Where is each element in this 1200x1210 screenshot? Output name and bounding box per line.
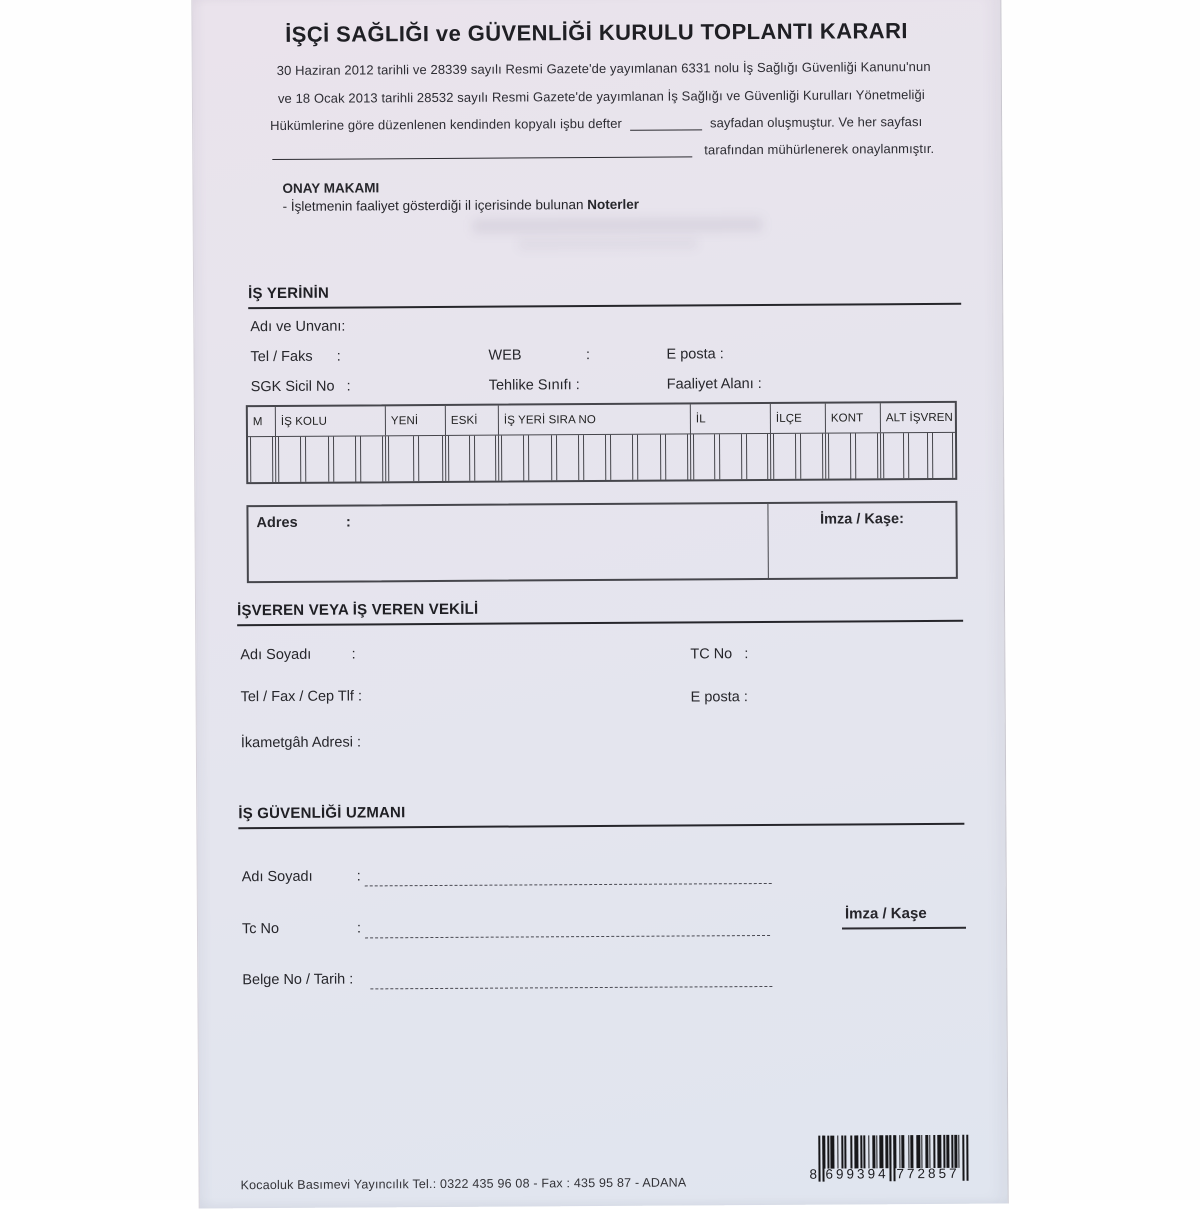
- barcode-bar: [954, 1135, 957, 1168]
- code-table-cell-group: [446, 436, 499, 481]
- digit-cell: [332, 436, 356, 481]
- expert-stamp-label: İmza / Kaşe: [845, 905, 927, 922]
- code-table-cell-group: [386, 436, 446, 481]
- barcode-bar: [863, 1135, 866, 1168]
- digit-cell: [360, 436, 384, 481]
- employer-tc-label: TC No :: [690, 646, 748, 662]
- digit-cell: [719, 434, 742, 479]
- barcode-bar: [850, 1135, 853, 1168]
- code-table-digit-row: [248, 433, 955, 482]
- digit-cell: [665, 434, 689, 479]
- barcode: [818, 1135, 966, 1169]
- digit-cell: [474, 436, 496, 481]
- printer-footer: Kocaoluk Basımevi Yayıncılık Tel.: 0322 435 96 08 - Fax : 435 95 87 - ADANA: [241, 1175, 687, 1192]
- approval-item: [283, 197, 640, 214]
- code-table-col-header: İŞ YERİ SIRA NO: [499, 404, 691, 434]
- barcode-bar: [921, 1135, 922, 1168]
- barcode-bar: [937, 1135, 941, 1168]
- barcode-bar: [911, 1135, 914, 1168]
- code-table-col-header: İLÇE: [771, 404, 826, 433]
- employer-section-heading: İŞVEREN VEYA İŞ VEREN VEKİLİ: [237, 598, 963, 626]
- barcode-digits-group2: 772857: [896, 1166, 959, 1181]
- digit-cell: [610, 435, 634, 480]
- barcode-guard-bar: [962, 1135, 964, 1181]
- digit-cell: [773, 434, 796, 479]
- digit-cell: [855, 433, 878, 478]
- barcode-bar: [925, 1135, 928, 1168]
- barcode-bar: [841, 1136, 844, 1169]
- code-table-col-header: M: [248, 407, 276, 436]
- digit-cell: [693, 434, 716, 479]
- intro-line-3-text-after: sayfadan oluşmuştur. Ve her sayfası: [710, 114, 922, 130]
- expert-section-heading: İŞ GÜVENLİĞİ UZMANI: [238, 801, 964, 829]
- employer-tel-label: Tel / Fax / Cep Tlf :: [241, 688, 363, 705]
- workplace-web-label: WEB :: [488, 347, 590, 364]
- workplace-hazard-label: Tehlike Sınıfı :: [489, 377, 580, 394]
- doc-title: İŞÇİ SAĞLIĞI ve GÜVENLİĞİ KURULU TOPLANTI KARARI: [193, 18, 999, 49]
- barcode-bar: [879, 1135, 883, 1168]
- barcode-bar: [901, 1135, 904, 1168]
- expert-tc-label: Tc No: [242, 921, 279, 937]
- code-table-cell-group: [499, 434, 691, 480]
- code-table-cell-group: [771, 434, 826, 479]
- digit-cell: [417, 436, 443, 481]
- digit-cell: [305, 437, 329, 482]
- approval-item-bold: Noterler: [587, 197, 639, 212]
- barcode-bar: [908, 1135, 909, 1168]
- code-table-col-header: İL: [691, 404, 771, 433]
- digit-cell: [583, 435, 607, 480]
- barcode-bar: [837, 1136, 838, 1169]
- code-table-cell-group: [691, 434, 771, 479]
- showthrough-ghost: [473, 217, 763, 234]
- digit-cell: [448, 436, 470, 481]
- employer-residence-label: İkametgâh Adresi :: [241, 734, 361, 751]
- workplace-name-label: Adı ve Unvanı:: [250, 319, 345, 336]
- employer-name-label: Adı Soyadı :: [240, 646, 355, 663]
- stamp-cell: [767, 503, 955, 578]
- intro-line-1: 30 Haziran 2012 tarihli ve 28339 sayılı Resmi Gazete'de yayımlanan 6331 nolu İş Sağlığı Güvenliği Kanunu'nun: [277, 59, 931, 78]
- digit-cell: [250, 437, 273, 482]
- workplace-code-table: [246, 401, 957, 484]
- barcode-bar: [958, 1135, 959, 1168]
- intro-line-2: ve 18 Ocak 2013 tarihli 28532 sayılı Resmi Gazete'de yayımlanan İş Sağlığı ve Güvenliği Kurulları Yönetmeliği: [278, 87, 925, 106]
- barcode-bar: [876, 1135, 877, 1168]
- digit-cell: [556, 435, 580, 480]
- workplace-eposta-label: E posta :: [666, 346, 723, 362]
- intro-line-4-text: tarafından mühürlenerek onaylanmıştır.: [704, 141, 934, 157]
- workplace-tel-label: Tel / Faks :: [250, 349, 340, 366]
- address-cell: [248, 504, 767, 581]
- barcode-bar: [872, 1135, 875, 1168]
- barcode-bar: [933, 1135, 936, 1168]
- barcode-bar: [854, 1135, 858, 1168]
- code-table-cell-group: [881, 433, 955, 478]
- expert-tc-colon: :: [357, 920, 361, 936]
- workplace-sgk-label: SGK Sicil No :: [251, 379, 351, 396]
- expert-doc-label: Belge No / Tarih :: [242, 972, 353, 989]
- code-table-cell-group: [276, 436, 386, 482]
- digit-cell: [637, 435, 661, 480]
- digit-cell: [932, 433, 953, 478]
- barcode-bar: [952, 1135, 953, 1168]
- code-table-cell-group: [248, 437, 276, 482]
- digit-cell: [528, 435, 552, 480]
- code-table-header-row: [248, 403, 955, 437]
- workplace-activity-label: Faaliyet Alanı :: [667, 376, 762, 393]
- expert-name-colon: :: [357, 868, 361, 884]
- code-table-col-header: ALT İŞVREN: [881, 403, 955, 432]
- approval-heading: ONAY MAKAMI: [282, 180, 379, 196]
- code-table-col-header: KONT: [826, 403, 881, 432]
- barcode-bar: [845, 1136, 846, 1169]
- address-label: Adres :: [256, 515, 350, 532]
- digit-cell: [800, 434, 823, 479]
- barcode-bar: [830, 1136, 834, 1169]
- code-table-col-header: YENİ: [386, 406, 446, 435]
- code-table-col-header: İŞ KOLU: [276, 406, 386, 436]
- authority-blank: [272, 143, 692, 160]
- expert-name-label: Adı Soyadı: [242, 869, 313, 885]
- page-count-blank: [630, 116, 702, 130]
- code-table-col-header: ESKİ: [446, 406, 499, 435]
- barcode-bar: [946, 1135, 949, 1168]
- digit-cell: [828, 433, 851, 478]
- barcode-guard-bar: [966, 1135, 968, 1181]
- barcode-bar: [899, 1135, 900, 1168]
- barcode-bar: [868, 1135, 869, 1168]
- barcode-bar: [886, 1135, 889, 1168]
- barcode-bar: [916, 1135, 920, 1168]
- digit-cell: [501, 435, 525, 480]
- digit-cell: [388, 436, 414, 481]
- code-table-cell-group: [826, 433, 881, 478]
- barcode-digit-left: 8: [809, 1167, 820, 1182]
- barcode-bar: [828, 1136, 829, 1169]
- barcode-bar: [929, 1135, 930, 1168]
- showthrough-ghost: [518, 237, 698, 250]
- barcode-guard-bar: [893, 1135, 895, 1181]
- address-box: [246, 501, 957, 583]
- barcode-digits-group1: 699394: [825, 1166, 888, 1181]
- employer-eposta-label: E posta :: [691, 689, 748, 705]
- digit-cell: [908, 433, 929, 478]
- barcode-guard-bar: [889, 1135, 891, 1181]
- digit-cell: [883, 433, 904, 478]
- approval-item-text: - İşletmenin faaliyet gösterdiği il içerisinde bulunan: [283, 197, 588, 214]
- digit-cell: [746, 434, 769, 479]
- barcode-bar: [944, 1135, 945, 1168]
- digit-cell: [278, 437, 302, 482]
- stamp-label: İmza / Kaşe:: [820, 511, 904, 528]
- workplace-section-heading: İŞ YERİNİN: [248, 281, 961, 309]
- barcode-bar: [861, 1135, 862, 1168]
- intro-line-3-text: Hükümlerine göre düzenlenen kendinden kopyalı işbu defter: [270, 116, 622, 133]
- barcode-guard-bar: [822, 1136, 824, 1182]
